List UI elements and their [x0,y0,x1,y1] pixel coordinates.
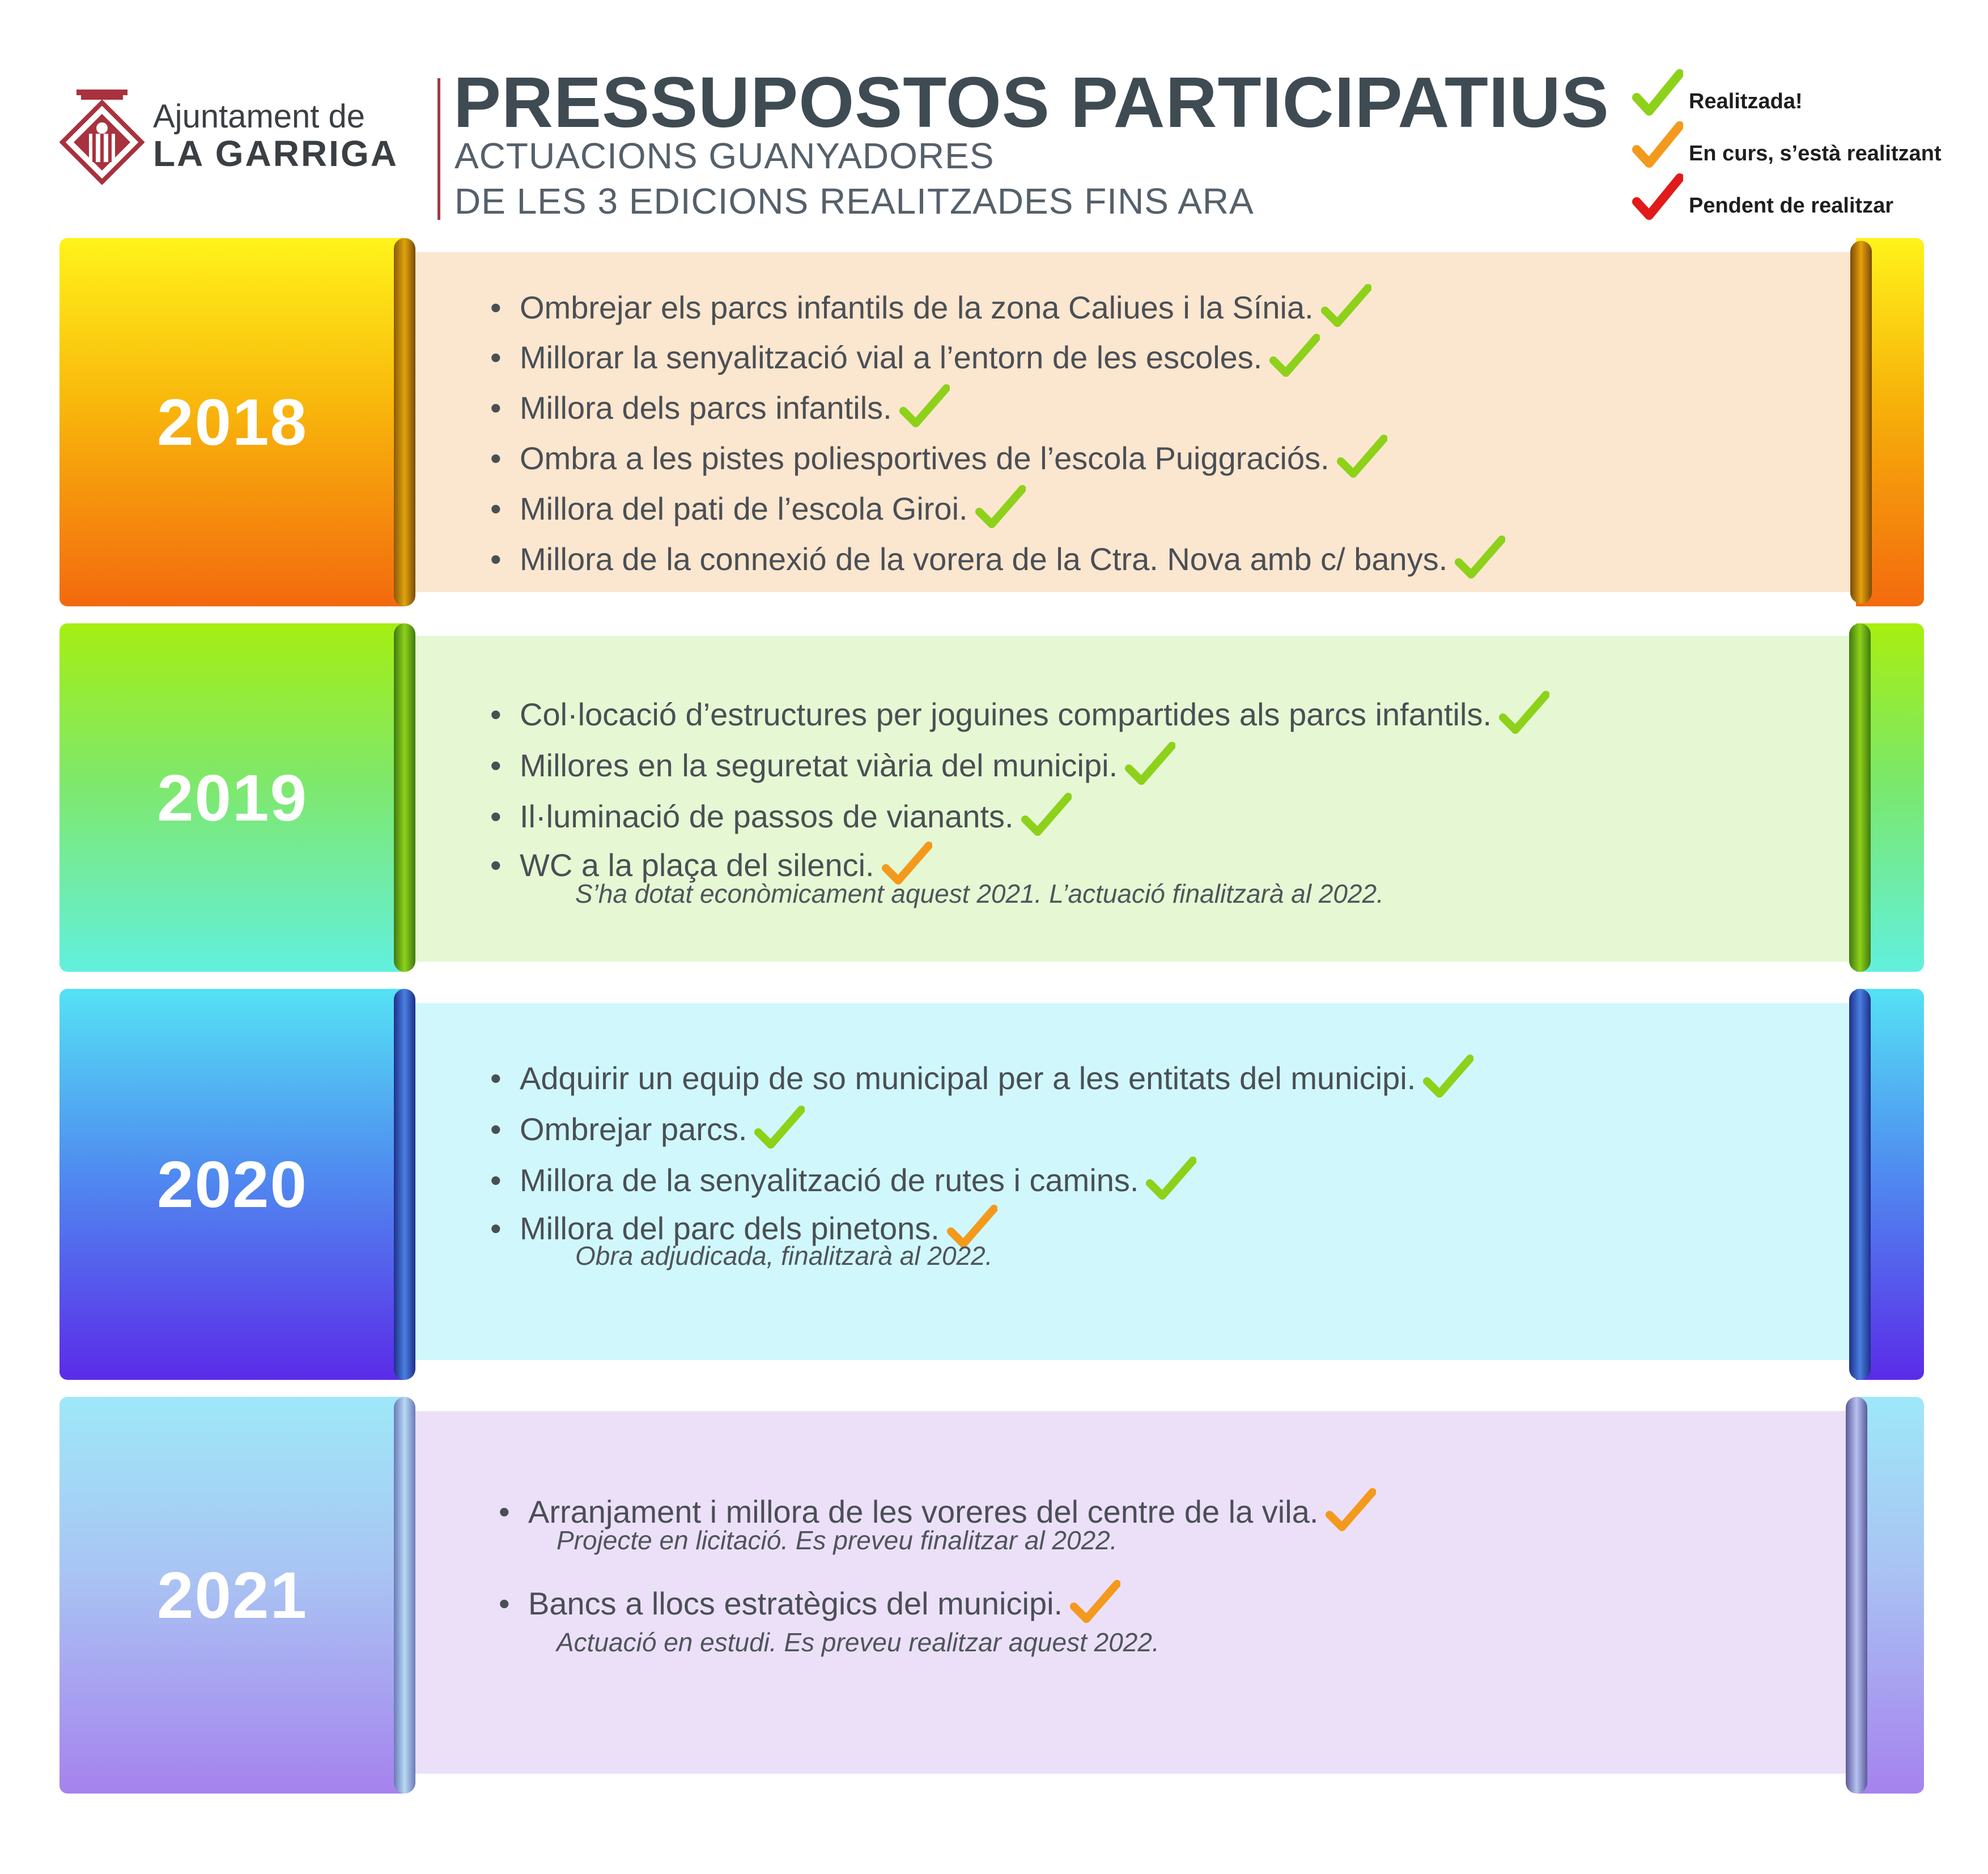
list-item: • Millora dels parcs infantils. [490,384,1505,434]
item-note: Projecte en licitació. Es preveu finalitzar al 2022. [557,1525,1118,1555]
check-red-icon [1632,172,1683,223]
item-note: Actuació en estudi. Es preveu realitzar aquest 2022. [557,1627,1159,1657]
year-box [60,623,405,972]
band-roll [394,989,415,1380]
list-item: • Ombrejar els parcs infantils de la zona Caliues i la Sínia. [490,283,1505,333]
subtitle-line1: ACTUACIONS GUANYADORES [454,135,995,176]
band-roll [1850,241,1872,604]
list-item: • Millora del parc dels pinetons. [490,1204,1473,1240]
check-green-icon [1124,741,1175,787]
year-label: 2021 [156,1558,308,1632]
band-roll [1849,623,1871,972]
list-item: • Col·locació d’estructures per joguines compartides als parcs infantils. [490,690,1549,741]
check-green-icon [1632,68,1683,119]
subtitle-line2: DE LES 3 EDICIONS REALITZADES FINS ARA [454,181,1254,222]
logo-line1: Ajuntament de [153,98,366,135]
list-item: • Adquirir un equip de so municipal per a les entitats del municipi. [490,1054,1473,1105]
legend-label: En curs, s’està realitzant [1689,142,1942,165]
actions-list [499,1488,1376,1658]
check-green-icon [975,485,1026,530]
check-green-icon [1021,792,1072,838]
list-item: • Millora del pati de l’escola Giroi. [490,485,1505,535]
list-item: • Millores en la seguretat viària del municipi. [490,741,1549,792]
legend-label: Pendent de realitzar [1689,194,1894,218]
page-title: PRESSUPOSTOS PARTICIPATIUS [453,62,1609,142]
list-item: • Millora de la senyalització de rutes i camins. [490,1156,1473,1204]
check-green-icon [1269,333,1320,379]
year-box [60,1397,405,1794]
header-divider [437,78,440,220]
year-box [60,989,405,1380]
town-logo [60,85,422,187]
check-orange-icon [1632,120,1683,171]
coat-of-arms-icon [60,88,145,185]
check-green-icon [1145,1156,1196,1201]
item-note: Obra adjudicada, finalitzarà al 2022. [575,1241,993,1270]
year-label: 2018 [156,385,308,459]
list-item: • WC a la plaça del silenci. [490,841,1549,878]
actions-list [490,283,1505,585]
year-label: 2020 [156,1148,308,1221]
band-roll [1849,989,1871,1380]
list-item: • Bancs a llocs estratègics del municipi. [499,1579,1376,1627]
actions-list [490,690,1549,909]
list-item: • Millorar la senyalització vial a l’entorn de les escoles. [490,333,1505,384]
check-orange-icon [1069,1579,1120,1625]
check-green-icon [1336,434,1387,479]
check-green-icon [754,1105,805,1150]
list-item: • Ombrejar parcs. [490,1105,1473,1156]
check-green-icon [1320,283,1371,329]
actions-list [490,1054,1473,1271]
list-item: • Arranjament i millora de les voreres del centre de la vila. [499,1488,1376,1525]
year-box [60,238,405,606]
list-item: • Ombra a les pistes poliesportives de l’escola Puiggraciós. [490,434,1505,485]
check-green-icon [1422,1054,1473,1099]
band-roll [394,1397,415,1794]
year-label: 2019 [156,760,308,835]
check-green-icon [1498,690,1549,736]
band-roll [1846,1397,1867,1794]
year-band-2018 [60,238,1924,606]
item-note: S’ha dotat econòmicament aquest 2021. L’actuació finalitzarà al 2022. [575,879,1384,908]
band-roll [394,623,415,972]
check-green-icon [899,384,950,429]
year-band-2019 [60,623,1924,972]
check-green-icon [1454,535,1505,580]
list-item: • Il·luminació de passos de vianants. [490,792,1549,841]
list-item: • Millora de la connexió de la vorera de la Ctra. Nova amb c/ banys. [490,535,1505,585]
logo-line2: LA GARRIGA [153,133,398,174]
legend-label: Realitzada! [1689,90,1803,113]
band-roll [394,238,415,606]
year-band-2020 [60,989,1924,1380]
year-band-2021 [60,1397,1924,1794]
